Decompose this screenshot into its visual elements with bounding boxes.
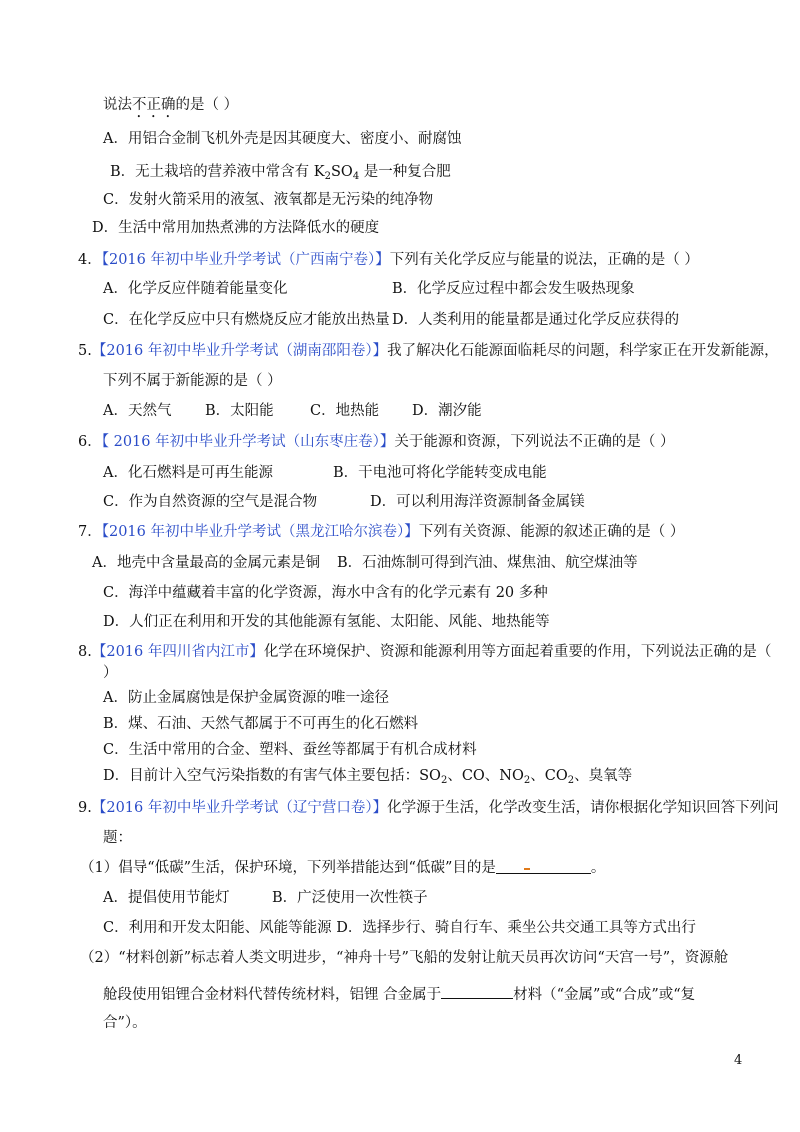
q6-source: 【 2016 年初中毕业升学考试（山东枣庄卷）】 — [101, 434, 395, 450]
q8-option-b: B．煤、石油、天然气都属于不可再生的化石燃料 — [103, 716, 419, 732]
q7-source: 【2016 年初中毕业升学考试（黑龙江哈尔滨卷）】 — [101, 524, 419, 540]
q8-option-d: D．目前计入空气污染指数的有害气体主要包括：$SO_2$、CO、$NO_2$、$CO_2$、臭氧等 — [103, 768, 633, 786]
q9-part2-line1: （2）“材料创新”标志着人类文明进步，“神舟十号”飞船的发射让航天员再次访问“天宫一号”，资源舱 — [80, 950, 729, 966]
q5-option-a: A．天然气 — [103, 403, 172, 419]
q3-option-b: B．无土栽培的营养液中常含有 $K_2SO_4$ 是一种复合肥 — [110, 164, 451, 182]
q8-stem: 8.【2016 年四川省内江市】化学在环境保护、资源和能源利用等方面起着重要的作用，下列说法正确的是（ — [78, 644, 772, 660]
q7-option-a: A．地壳中含量最高的金属元素是铜 — [92, 555, 320, 571]
q3-option-a: A．用铝合金制飞机外壳是因其硬度大、密度小、耐腐蚀 — [103, 131, 462, 147]
q3-option-d: D．生活中常用加热煮沸的方法降低水的硬度 — [92, 220, 380, 236]
q3-emphasis: 不正确 — [132, 97, 176, 113]
q4-option-d: D．人类利用的能量都是通过化学反应获得的 — [392, 312, 680, 328]
q8-option-a: A．防止金属腐蚀是保护金属资源的唯一途径 — [103, 690, 389, 706]
page-number: 4 — [734, 1053, 743, 1068]
q5-stem-line2: 下列不属于新能源的是（ ） — [103, 373, 282, 389]
q6-stem: 6．【 2016 年初中毕业升学考试（山东枣庄卷）】关于能源和资源，下列说法不正确的是（ ） — [78, 434, 675, 450]
q9-stem: 9.【2016 年初中毕业升学考试（辽宁营口卷）】化学源于生活，化学改变生活，请你根据化学知识回答下列问 — [78, 800, 779, 816]
q9-option-cd: C．利用和开发太阳能、风能等能源 D．选择步行、骑自行车、乘坐公共交通工具等方式出行 — [103, 920, 696, 936]
q5-option-b: B．太阳能 — [205, 403, 274, 419]
q7-option-d: D．人们正在利用和开发的其他能源有氢能、太阳能、风能、地热能等 — [103, 614, 550, 630]
q4-option-b: B．化学反应过程中都会发生吸热现象 — [392, 281, 635, 297]
q9-part2-line2: 舱段使用铝锂合金材料代替传统材料，铝锂 合金属于 材料（“金属”或“合成”或“复 — [103, 984, 695, 1004]
q6-option-c: C．作为自然资源的空气是混合物 — [103, 494, 318, 510]
q7-stem: 7．【2016 年初中毕业升学考试（黑龙江哈尔滨卷）】下列有关资源、能源的叙述正确的是（ ） — [78, 524, 685, 540]
answer-blank-2[interactable] — [441, 984, 513, 999]
q5-option-d: D．潮汐能 — [412, 403, 482, 419]
q6-option-a: A．化石燃料是可再生能源 — [103, 465, 273, 481]
q5-source: 【2016 年初中毕业升学考试（湖南邵阳卷）】 — [91, 343, 388, 359]
q3-stem: 说法不正确的是（ ） — [103, 97, 239, 113]
q4-option-a: A．化学反应伴随着能量变化 — [103, 281, 288, 297]
q9-option-a: A．提倡使用节能灯 — [103, 890, 230, 906]
q9-option-b: B．广泛使用一次性筷子 — [272, 890, 428, 906]
q4-option-c: C．在化学反应中只有燃烧反应才能放出热量 — [103, 312, 390, 328]
q9-part1: （1）倡导“低碳”生活，保护环境，下列举措能达到“低碳”目的是 。 — [80, 860, 606, 876]
q7-option-c: C．海洋中蕴藏着丰富的化学资源，海水中含有的化学元素有 20 多种 — [103, 585, 548, 601]
q7-option-b: B．石油炼制可得到汽油、煤焦油、航空煤油等 — [337, 555, 638, 571]
q6-option-b: B．干电池可将化学能转变成电能 — [333, 465, 547, 481]
q8-option-c: C．生活中常用的合金、塑料、蚕丝等都属于有机合成材料 — [103, 742, 477, 758]
q9-stem-line2: 题： — [103, 830, 132, 846]
q9-source: 【2016 年初中毕业升学考试（辽宁营口卷）】 — [91, 800, 388, 816]
q8-source: 【2016 年四川省内江市】 — [91, 644, 264, 660]
q3-option-c: C．发射火箭采用的液氢、液氧都是无污染的纯净物 — [103, 192, 434, 208]
q5-stem: 5.【2016 年初中毕业升学考试（湖南邵阳卷）】我了解决化石能源面临耗尽的问题，科学家正在开发新能源， — [78, 343, 779, 359]
q6-option-d: D．可以利用海洋资源制备金属镁 — [370, 494, 585, 510]
q4-stem: 4．【2016 年初中毕业升学考试（广西南宁卷）】下列有关化学反应与能量的说法，正确的是（ ） — [78, 252, 699, 268]
answer-blank-1[interactable] — [496, 859, 591, 874]
q8-stem-line2: ） — [103, 665, 118, 681]
q5-option-c: C．地热能 — [310, 403, 380, 419]
q4-source: 【2016 年初中毕业升学考试（广西南宁卷）】 — [101, 252, 390, 268]
q9-part2-line3: 合”）。 — [103, 1015, 147, 1031]
